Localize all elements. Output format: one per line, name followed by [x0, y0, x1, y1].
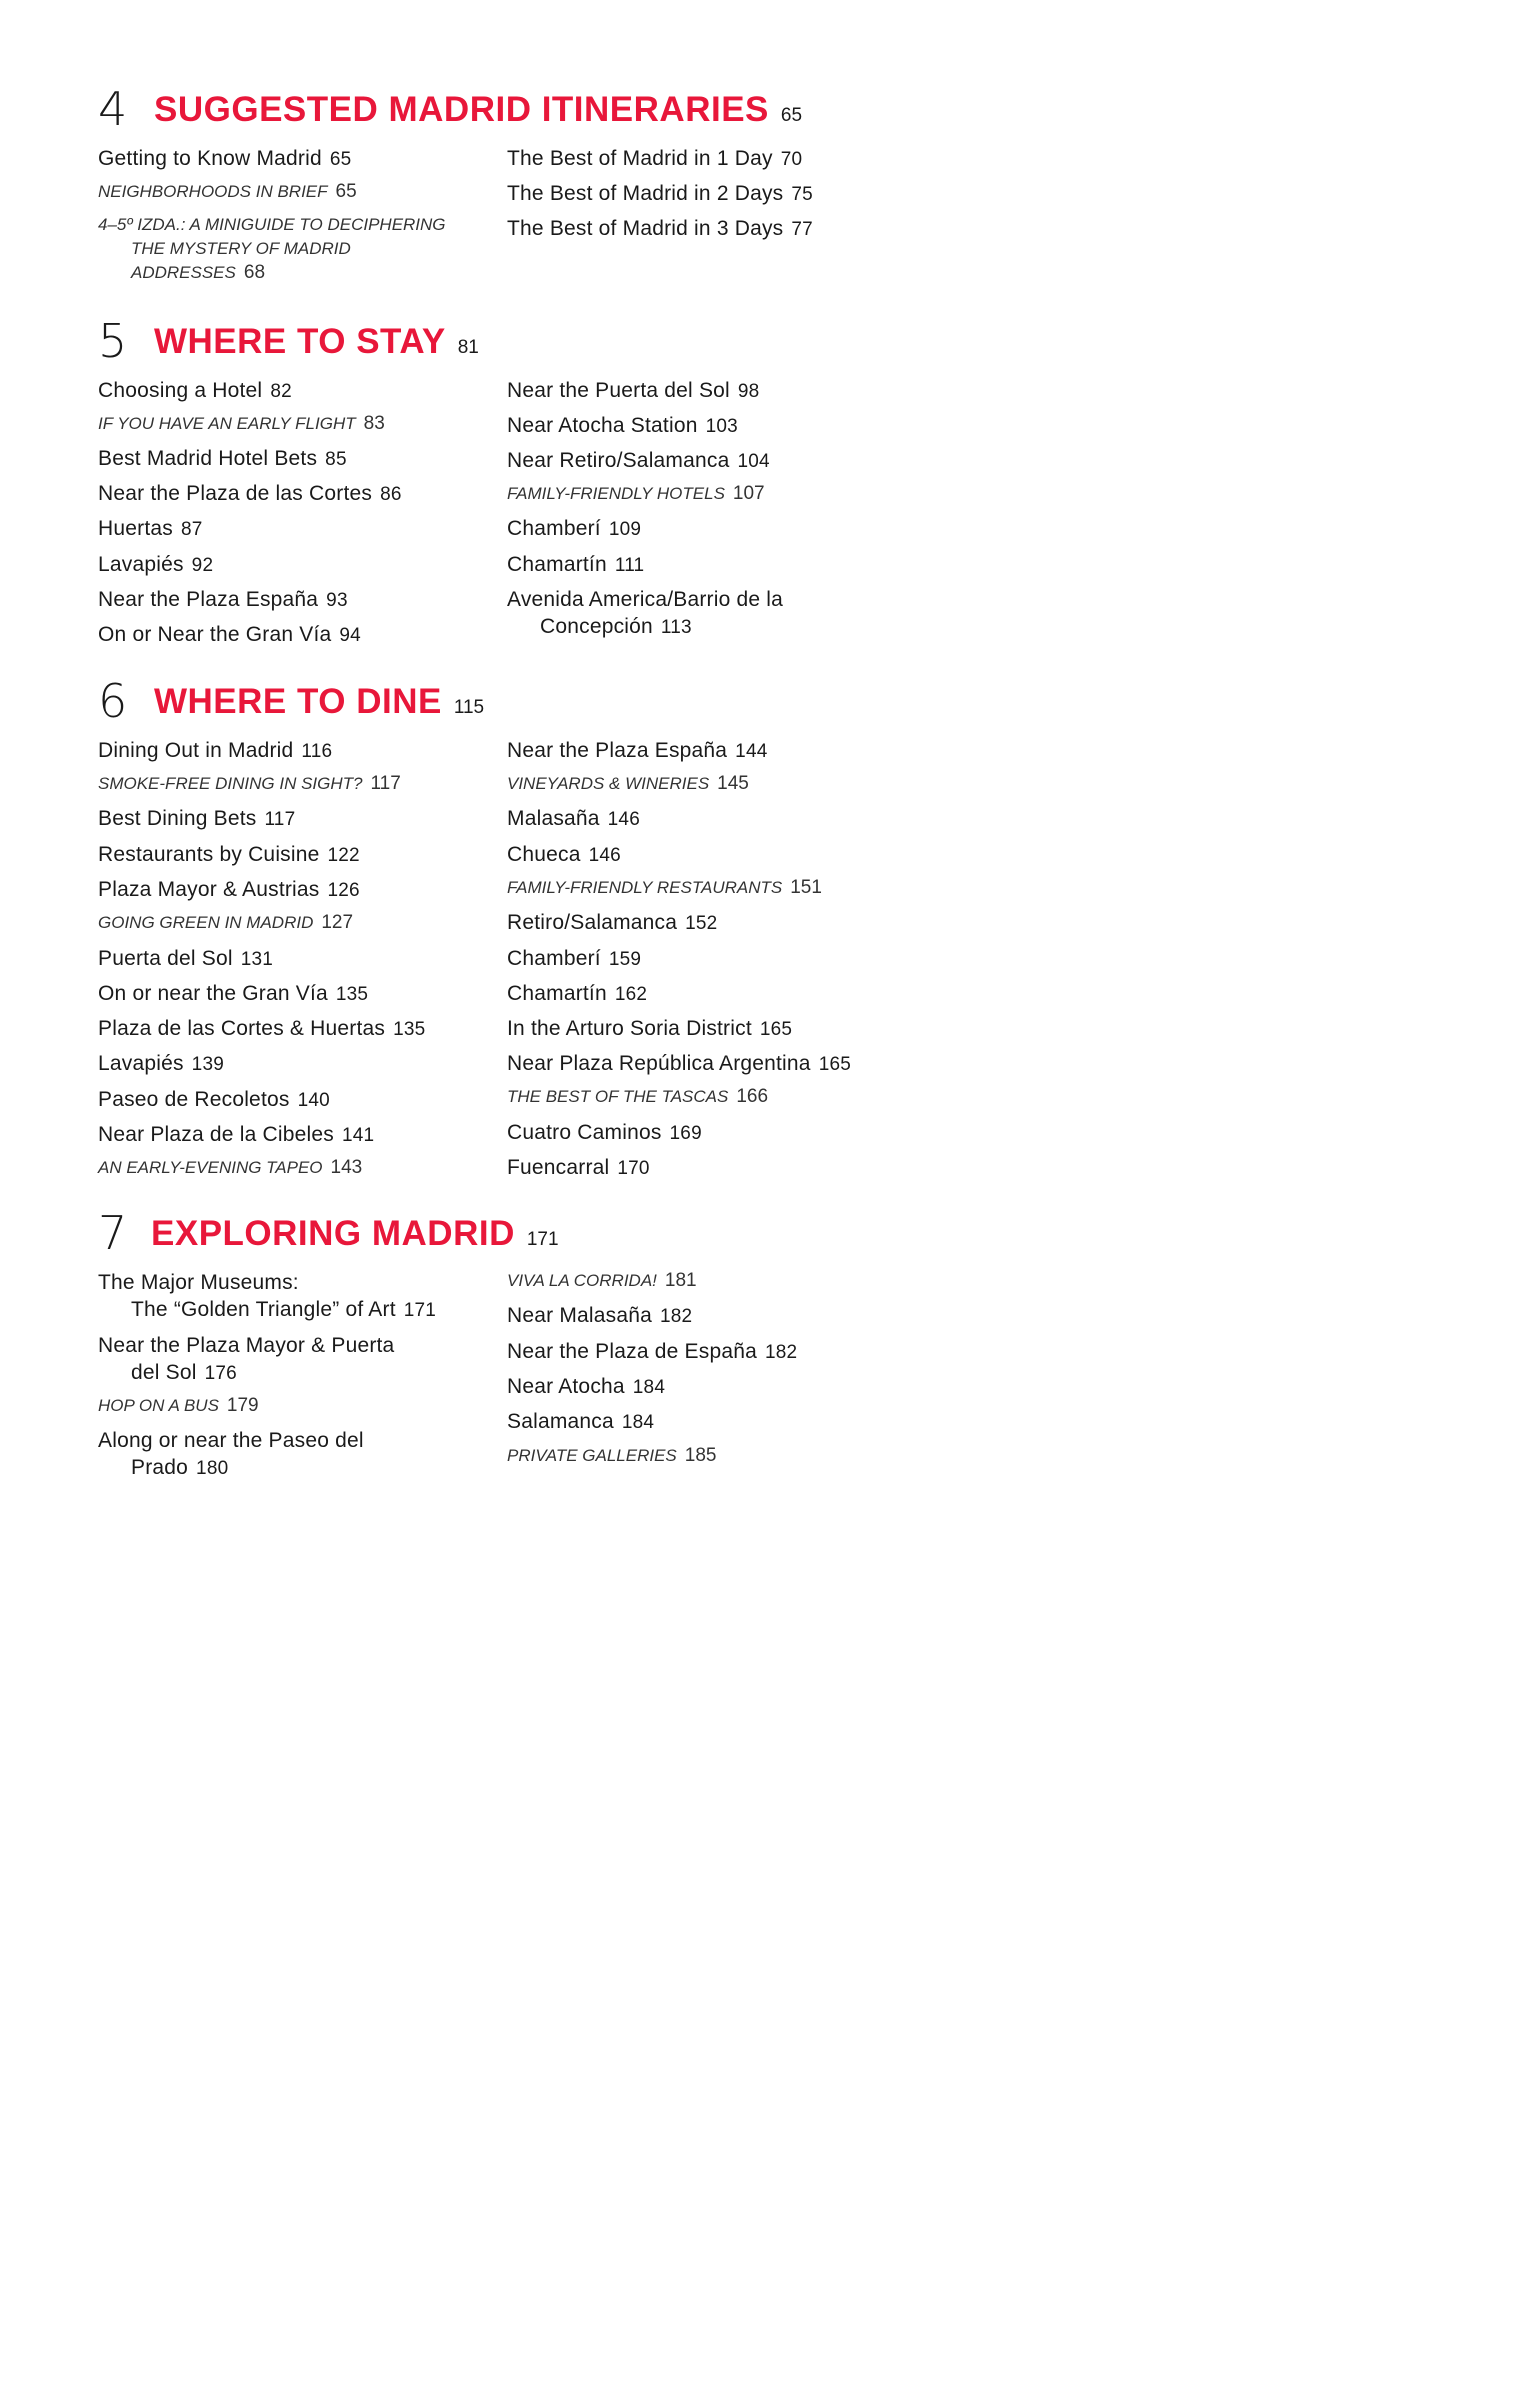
entry-page-number: 176 — [204, 1363, 237, 1384]
toc-entry[interactable] — [507, 586, 783, 641]
entry-text — [507, 586, 783, 613]
toc-subentry[interactable] — [98, 180, 357, 204]
entry-text — [507, 1338, 797, 1366]
entry-label: THE BEST OF THE TASCAS — [507, 1087, 729, 1106]
entry-text — [98, 237, 446, 261]
toc-entry[interactable] — [98, 586, 348, 614]
toc-entry[interactable] — [98, 1050, 224, 1078]
toc-entry[interactable] — [507, 737, 767, 765]
entry-label: FAMILY-FRIENDLY RESTAURANTS — [507, 878, 783, 897]
toc-entry[interactable] — [507, 1154, 650, 1182]
toc-entry[interactable] — [507, 1338, 797, 1366]
toc-entry[interactable] — [507, 945, 641, 973]
toc-entry[interactable] — [98, 1121, 374, 1149]
entry-page-number: 170 — [617, 1158, 650, 1179]
toc-entry[interactable] — [98, 145, 351, 173]
entry-page-number: 165 — [759, 1019, 793, 1040]
toc-entry[interactable] — [98, 1015, 425, 1043]
entry-label: Near Plaza de la Cibeles — [98, 1123, 334, 1146]
entry-label: Near the Plaza España — [98, 588, 319, 611]
entry-text — [507, 215, 813, 243]
entry-page-number: 93 — [326, 590, 348, 611]
toc-entry[interactable] — [507, 215, 813, 243]
entry-label: Fuencarral — [507, 1156, 610, 1179]
entry-label: Retiro/Salamanca — [507, 911, 678, 934]
entry-page-number: 182 — [764, 1342, 798, 1363]
chapter-title-text: WHERE TO STAY — [154, 322, 446, 361]
toc-entry[interactable] — [507, 980, 647, 1008]
entry-text — [98, 980, 368, 1008]
entry-page-number: 182 — [660, 1306, 693, 1327]
toc-entry[interactable] — [507, 1119, 702, 1147]
entry-label: Puerta del Sol — [98, 947, 233, 970]
entry-label: Plaza de las Cortes & Huertas — [98, 1017, 386, 1040]
entry-text — [98, 180, 357, 204]
toc-entry[interactable] — [507, 1015, 792, 1043]
entry-label: HOP ON A BUS — [98, 1396, 219, 1415]
entry-text — [507, 1015, 792, 1043]
entry-page-number: 83 — [363, 413, 385, 434]
entry-label: On or Near the Gran Vía — [98, 623, 332, 646]
chapter-title-text: EXPLORING MADRID — [151, 1214, 515, 1253]
toc-entry[interactable] — [98, 515, 202, 543]
entry-label: Lavapiés — [98, 1052, 184, 1075]
entry-text — [98, 1050, 224, 1078]
entry-label: AN EARLY-EVENING TAPEO — [98, 1158, 323, 1177]
entry-text — [507, 1269, 697, 1293]
entry-page-number: 135 — [393, 1019, 426, 1040]
entry-page-number: 109 — [608, 519, 642, 540]
entry-text — [98, 480, 402, 508]
entry-label: Restaurants by Cuisine — [98, 843, 320, 866]
toc-entry[interactable] — [98, 621, 361, 649]
entry-label: Cuatro Caminos — [507, 1121, 662, 1144]
entry-label: Near the Puerta del Sol — [507, 379, 730, 402]
entry-text — [98, 805, 295, 833]
entry-text — [507, 945, 641, 973]
toc-subentry[interactable] — [98, 213, 446, 285]
entry-page-number: 113 — [660, 617, 692, 638]
entry-text — [507, 377, 759, 405]
entry-label: 4–5º IZDA.: A MINIGUIDE TO DECIPHERING — [98, 215, 446, 234]
entry-label: The “Golden Triangle” of Art — [131, 1298, 396, 1321]
entry-page-number: 184 — [632, 1377, 666, 1398]
entry-text — [507, 180, 813, 208]
entry-text — [507, 447, 770, 475]
entry-label: In the Arturo Soria District — [507, 1017, 752, 1040]
entry-page-number: 141 — [341, 1125, 375, 1146]
entry-label: THE MYSTERY OF MADRID — [131, 239, 351, 258]
toc-entry[interactable] — [507, 1373, 665, 1401]
toc-entry[interactable] — [507, 377, 759, 405]
entry-page-number: 152 — [685, 913, 718, 934]
entry-label: The Best of Madrid in 1 Day — [507, 147, 773, 170]
entry-label: Avenida America/Barrio de la — [507, 588, 784, 611]
entry-label: FAMILY-FRIENDLY HOTELS — [507, 484, 725, 503]
chapter-title-text: SUGGESTED MADRID ITINERARIES — [154, 90, 769, 129]
entry-page-number: 140 — [297, 1090, 330, 1111]
entry-page-number: 111 — [614, 555, 645, 576]
toc-subentry[interactable] — [98, 911, 353, 935]
toc-entry[interactable] — [98, 945, 273, 973]
toc-subentry[interactable] — [507, 772, 749, 796]
entry-text — [507, 980, 647, 1008]
entry-text — [98, 412, 385, 436]
toc-entry[interactable] — [98, 377, 292, 405]
entry-label: The Best of Madrid in 3 Days — [507, 217, 784, 240]
entry-page-number: 131 — [240, 949, 274, 970]
entry-page-number: 180 — [196, 1458, 229, 1479]
entry-label: Chamberí — [507, 947, 601, 970]
entry-label: Concepción — [540, 615, 653, 638]
entry-text — [98, 1454, 364, 1482]
entry-text — [507, 876, 822, 900]
entry-page-number: 179 — [226, 1395, 259, 1416]
entry-label: VIVA LA CORRIDA! — [507, 1271, 657, 1290]
entry-label: Getting to Know Madrid — [98, 147, 322, 170]
entry-text — [98, 876, 360, 904]
entry-text — [507, 909, 717, 937]
toc-entry[interactable] — [98, 551, 213, 579]
entry-text — [98, 213, 446, 237]
entry-text — [507, 1119, 702, 1147]
entry-page-number: 145 — [717, 773, 749, 794]
entry-page-number: 68 — [243, 262, 266, 283]
entry-label: ADDRESSES — [131, 263, 236, 282]
entry-text — [98, 621, 361, 649]
entry-label: Best Dining Bets — [98, 807, 257, 830]
chapter-page-number: 81 — [457, 337, 479, 358]
entry-label: Near Retiro/Salamanca — [507, 449, 730, 472]
entry-text — [98, 445, 347, 473]
entry-text — [507, 1373, 665, 1401]
toc-entry[interactable] — [507, 145, 802, 173]
toc-entry[interactable] — [507, 412, 738, 440]
entry-page-number: 146 — [588, 845, 621, 866]
entry-label: PRIVATE GALLERIES — [507, 1446, 677, 1465]
entry-page-number: 159 — [608, 949, 642, 970]
entry-text — [98, 737, 332, 765]
entry-page-number: 135 — [335, 984, 369, 1005]
toc-entry[interactable] — [98, 980, 368, 1008]
entry-label: Plaza Mayor & Austrias — [98, 878, 320, 901]
entry-label: Near the Plaza Mayor & Puerta — [98, 1334, 395, 1357]
entry-text — [98, 1269, 436, 1296]
toc-entry[interactable] — [98, 876, 360, 904]
chapter-page-number: 115 — [453, 697, 485, 718]
entry-text — [98, 1296, 436, 1324]
entry-text — [507, 1408, 654, 1436]
entry-label: Near the Plaza de las Cortes — [98, 482, 373, 505]
entry-text — [507, 1050, 851, 1078]
entry-text — [98, 551, 213, 579]
entry-label: Malasaña — [507, 807, 600, 830]
toc-entry[interactable] — [507, 180, 813, 208]
entry-text — [507, 145, 802, 173]
toc-entry[interactable] — [98, 805, 295, 833]
chapter-number: 7 — [98, 1206, 128, 1260]
entry-text — [507, 613, 783, 641]
entry-label: GOING GREEN IN MADRID — [98, 913, 314, 932]
entry-page-number: 122 — [327, 845, 360, 866]
entry-page-number: 82 — [270, 381, 292, 402]
entry-label: Near Atocha — [507, 1375, 625, 1398]
entry-text — [98, 1427, 364, 1454]
chapter-page-number: 171 — [526, 1229, 559, 1250]
entry-label: IF YOU HAVE AN EARLY FLIGHT — [98, 414, 356, 433]
entry-text — [98, 772, 401, 796]
toc-subentry[interactable] — [98, 1156, 362, 1180]
toc-subentry[interactable] — [507, 482, 765, 506]
entry-text — [98, 377, 292, 405]
toc-entry[interactable] — [507, 841, 621, 869]
chapter-title — [151, 1214, 559, 1254]
toc-entry[interactable] — [98, 841, 360, 869]
entry-label: Chamberí — [507, 517, 601, 540]
entry-page-number: 103 — [705, 416, 738, 437]
entry-page-number: 166 — [736, 1086, 769, 1107]
entry-page-number: 75 — [791, 184, 813, 205]
entry-page-number: 171 — [403, 1300, 437, 1321]
entry-page-number: 116 — [301, 741, 333, 762]
toc-subentry[interactable] — [98, 772, 401, 796]
entry-page-number: 107 — [732, 483, 765, 504]
entry-label: Near Malasaña — [507, 1304, 653, 1327]
entry-text — [507, 1302, 692, 1330]
toc-subentry[interactable] — [507, 1085, 768, 1109]
entry-page-number: 87 — [180, 519, 203, 540]
toc-entry[interactable] — [507, 1050, 851, 1078]
toc-subentry[interactable] — [507, 1444, 716, 1468]
chapter-title-text: WHERE TO DINE — [154, 682, 442, 721]
toc-entry[interactable] — [98, 1332, 394, 1387]
toc-entry[interactable] — [98, 445, 347, 473]
chapter-title — [154, 682, 484, 722]
entry-label: Salamanca — [507, 1410, 614, 1433]
entry-label: del Sol — [131, 1361, 197, 1384]
chapter-number: 6 — [98, 674, 128, 728]
toc-entry[interactable] — [98, 737, 332, 765]
entry-page-number: 184 — [621, 1412, 655, 1433]
entry-label: On or near the Gran Vía — [98, 982, 328, 1005]
entry-label: Paseo de Recoletos — [98, 1088, 290, 1111]
chapter-number: 5 — [98, 314, 128, 368]
entry-text — [98, 1359, 394, 1387]
entry-text — [507, 482, 765, 506]
entry-page-number: 77 — [791, 219, 813, 240]
entry-text — [507, 412, 738, 440]
toc-entry[interactable] — [98, 480, 402, 508]
toc-subentry[interactable] — [98, 1394, 259, 1418]
entry-page-number: 70 — [780, 149, 803, 170]
entry-page-number: 126 — [327, 880, 360, 901]
entry-label: Prado — [131, 1456, 189, 1479]
entry-label: SMOKE-FREE DINING IN SIGHT? — [98, 774, 363, 793]
entry-text — [507, 515, 641, 543]
entry-text — [98, 1086, 330, 1114]
entry-text — [507, 1085, 768, 1109]
entry-label: Choosing a Hotel — [98, 379, 263, 402]
entry-page-number: 165 — [818, 1054, 851, 1075]
entry-text — [507, 1444, 716, 1468]
entry-text — [98, 145, 351, 173]
entry-page-number: 146 — [607, 809, 640, 830]
entry-page-number: 185 — [684, 1445, 717, 1466]
entry-page-number: 151 — [790, 877, 822, 898]
entry-page-number: 139 — [191, 1054, 224, 1075]
entry-text — [98, 515, 202, 543]
entry-page-number: 169 — [669, 1123, 702, 1144]
entry-text — [507, 805, 640, 833]
toc-subentry[interactable] — [507, 876, 822, 900]
entry-label: Dining Out in Madrid — [98, 739, 294, 762]
toc-subentry[interactable] — [98, 412, 385, 436]
entry-page-number: 181 — [664, 1270, 697, 1291]
chapter-page-number: 65 — [780, 105, 803, 126]
entry-page-number: 92 — [191, 555, 214, 576]
entry-page-number: 162 — [614, 984, 648, 1005]
entry-page-number: 127 — [321, 912, 354, 933]
entry-text — [507, 841, 621, 869]
entry-text — [98, 1394, 259, 1418]
entry-page-number: 65 — [335, 181, 357, 202]
chapter-title — [154, 322, 479, 362]
entry-label: Near Atocha Station — [507, 414, 698, 437]
entry-page-number: 98 — [737, 381, 760, 402]
entry-page-number: 86 — [380, 484, 402, 505]
entry-label: Near the Plaza de España — [507, 1340, 757, 1363]
toc-entry[interactable] — [507, 909, 717, 937]
toc-entry[interactable] — [507, 805, 640, 833]
toc-subentry[interactable] — [507, 1269, 697, 1293]
entry-text — [507, 551, 644, 579]
toc-entry[interactable] — [98, 1086, 330, 1114]
entry-label: Huertas — [98, 517, 173, 540]
entry-page-number: 144 — [735, 741, 768, 762]
toc-entry[interactable] — [507, 447, 770, 475]
entry-label: Near Plaza República Argentina — [507, 1052, 811, 1075]
entry-text — [98, 1121, 374, 1149]
toc-entry[interactable] — [507, 1302, 692, 1330]
entry-page-number: 104 — [737, 451, 770, 472]
entry-page-number: 65 — [329, 149, 352, 170]
entry-label: Along or near the Paseo del — [98, 1429, 364, 1452]
toc-entry[interactable] — [507, 551, 644, 579]
entry-label: NEIGHBORHOODS IN BRIEF — [98, 182, 328, 201]
entry-label: Lavapiés — [98, 553, 184, 576]
entry-text — [507, 737, 767, 765]
entry-label: Chamartín — [507, 982, 607, 1005]
chapter-number: 4 — [98, 82, 128, 136]
toc-entry[interactable] — [98, 1269, 436, 1324]
chapter-title — [154, 90, 802, 130]
entry-text — [98, 841, 360, 869]
toc-entry[interactable] — [98, 1427, 364, 1482]
entry-label: Chueca — [507, 843, 581, 866]
entry-label: The Major Museums: — [98, 1271, 299, 1294]
entry-page-number: 117 — [370, 773, 401, 794]
entry-label: Best Madrid Hotel Bets — [98, 447, 318, 470]
toc-entry[interactable] — [507, 515, 641, 543]
entry-text — [507, 1154, 650, 1182]
entry-text — [98, 1015, 425, 1043]
entry-text — [98, 945, 273, 973]
entry-page-number: 85 — [325, 449, 347, 470]
entry-text — [98, 586, 348, 614]
entry-label: Near the Plaza España — [507, 739, 728, 762]
entry-page-number: 94 — [339, 625, 361, 646]
entry-text — [98, 261, 446, 285]
entry-page-number: 143 — [330, 1157, 363, 1178]
entry-text — [98, 911, 353, 935]
entry-text — [507, 772, 749, 796]
entry-label: The Best of Madrid in 2 Days — [507, 182, 784, 205]
toc-entry[interactable] — [507, 1408, 654, 1436]
entry-label: VINEYARDS & WINERIES — [507, 774, 710, 793]
entry-page-number: 117 — [264, 809, 296, 830]
entry-label: Chamartín — [507, 553, 607, 576]
entry-text — [98, 1156, 362, 1180]
entry-text — [98, 1332, 394, 1359]
